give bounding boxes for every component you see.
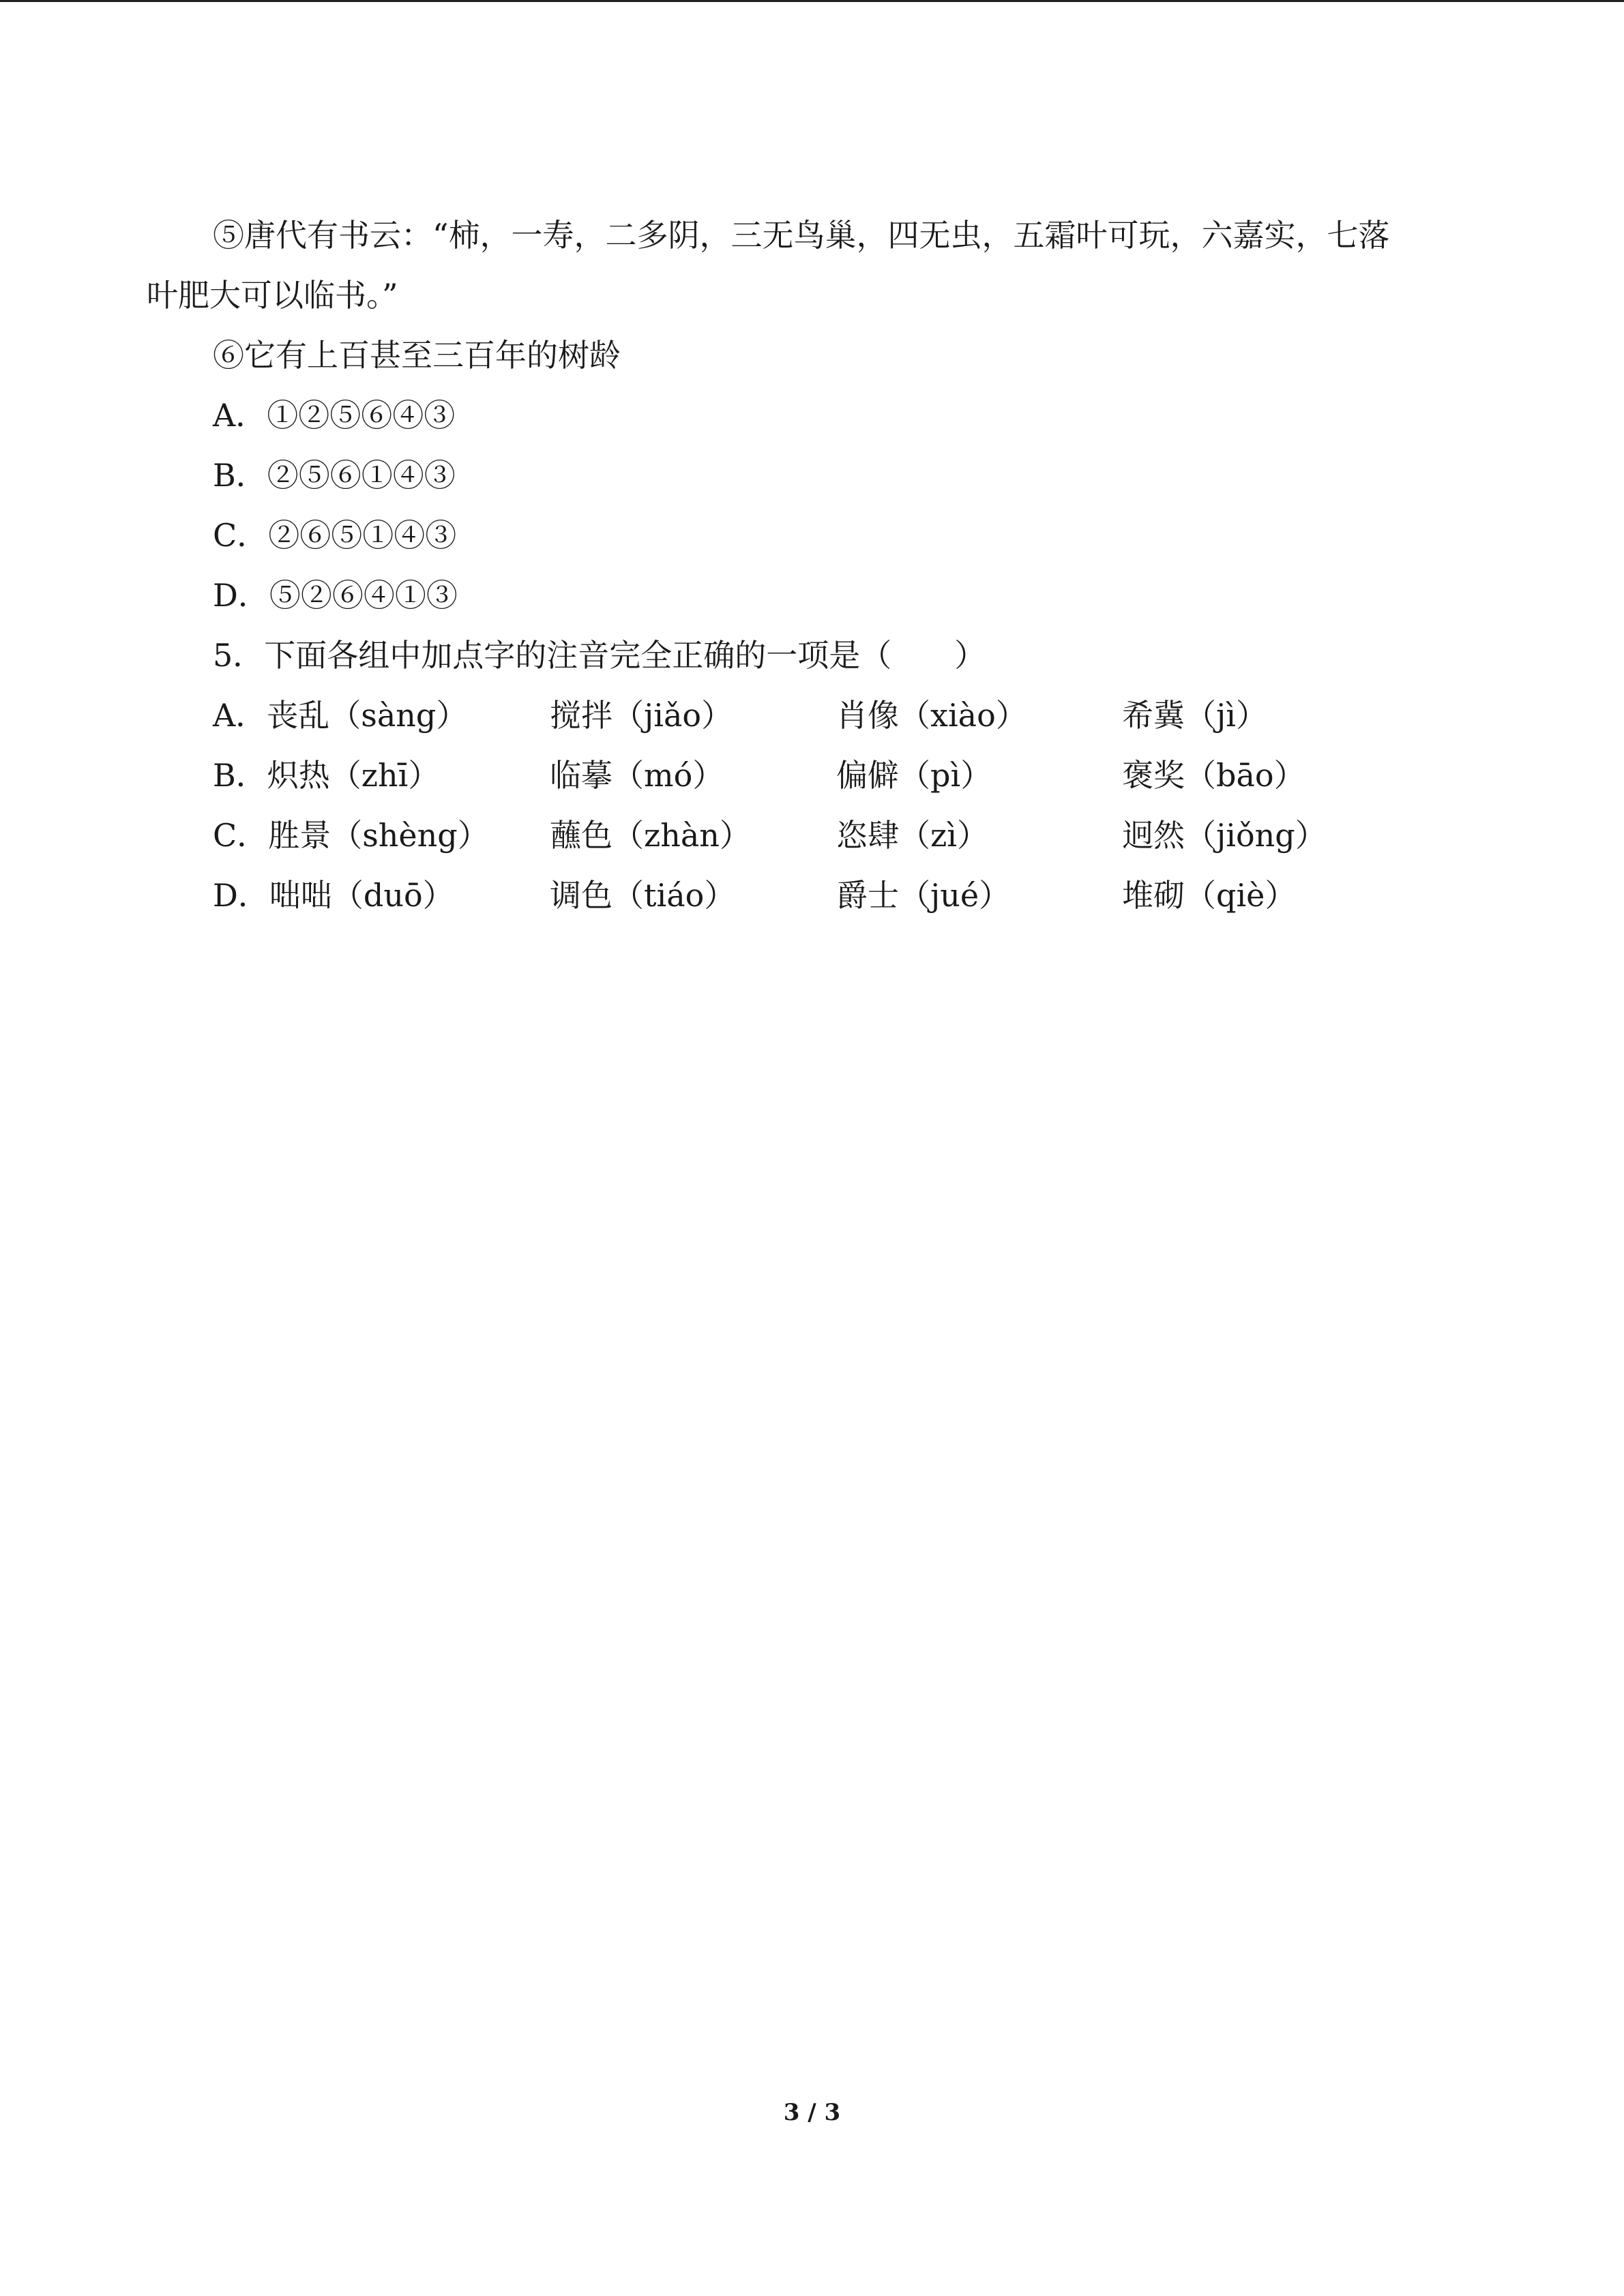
- q5-b-item-2: 临摹（mó）: [550, 757, 724, 794]
- q5-d-item-3: 爵士（jué）: [836, 877, 1011, 914]
- q5-c-item-1: C．胜景（shèng）: [213, 817, 489, 854]
- q5-b-item-4: 褒奖（bāo）: [1122, 757, 1305, 794]
- q5-option-row-b: [0, 751, 1624, 799]
- item-5-line-1: ⑤唐代有书云：“柿，一寿，二多阴，三无鸟巢，四无虫，五霜叶可玩，六嘉实，七落: [213, 217, 1390, 254]
- q5-c-item-3: 恣肆（zì）: [836, 817, 988, 854]
- q5-d-item-1: D．咄咄（duō）: [213, 877, 454, 914]
- q5-a-item-1: A．丧乱（sàng）: [213, 697, 468, 734]
- q5-a-item-4: 希冀（jì）: [1122, 697, 1267, 734]
- q5-stem: 5．下面各组中加点字的注音完全正确的一项是（ ）: [213, 637, 986, 674]
- q4-option-d: D．⑤②⑥④①③: [213, 577, 458, 614]
- q4-option-c: C．②⑥⑤①④③: [213, 517, 457, 554]
- item-6: ⑥它有上百甚至三百年的树龄: [213, 337, 621, 374]
- q5-option-row-d: [0, 871, 1624, 919]
- q5-c-item-2: 蘸色（zhàn）: [550, 817, 751, 854]
- q5-c-item-4: 迥然（jiǒng）: [1122, 817, 1327, 854]
- q5-b-item-3: 偏僻（pì）: [836, 757, 992, 794]
- q5-d-item-2: 调色（tiáo）: [550, 877, 736, 914]
- q5-b-item-1: B．炽热（zhī）: [213, 757, 440, 794]
- q5-d-item-4: 堆砌（qiè）: [1122, 877, 1297, 914]
- top-border: [0, 0, 1624, 2]
- q5-option-row-a: [0, 691, 1624, 739]
- page-number: 3 / 3: [783, 2099, 841, 2126]
- q4-option-a: A．①②⑤⑥④③: [213, 397, 456, 434]
- q5-a-item-2: 搅拌（jiǎo）: [550, 697, 733, 734]
- q5-a-item-3: 肖像（xiào）: [836, 697, 1027, 734]
- q4-option-b: B．②⑤⑥①④③: [213, 457, 456, 494]
- item-5-line-2: 叶肥大可以临书。”: [147, 277, 398, 314]
- q5-option-row-c: [0, 811, 1624, 859]
